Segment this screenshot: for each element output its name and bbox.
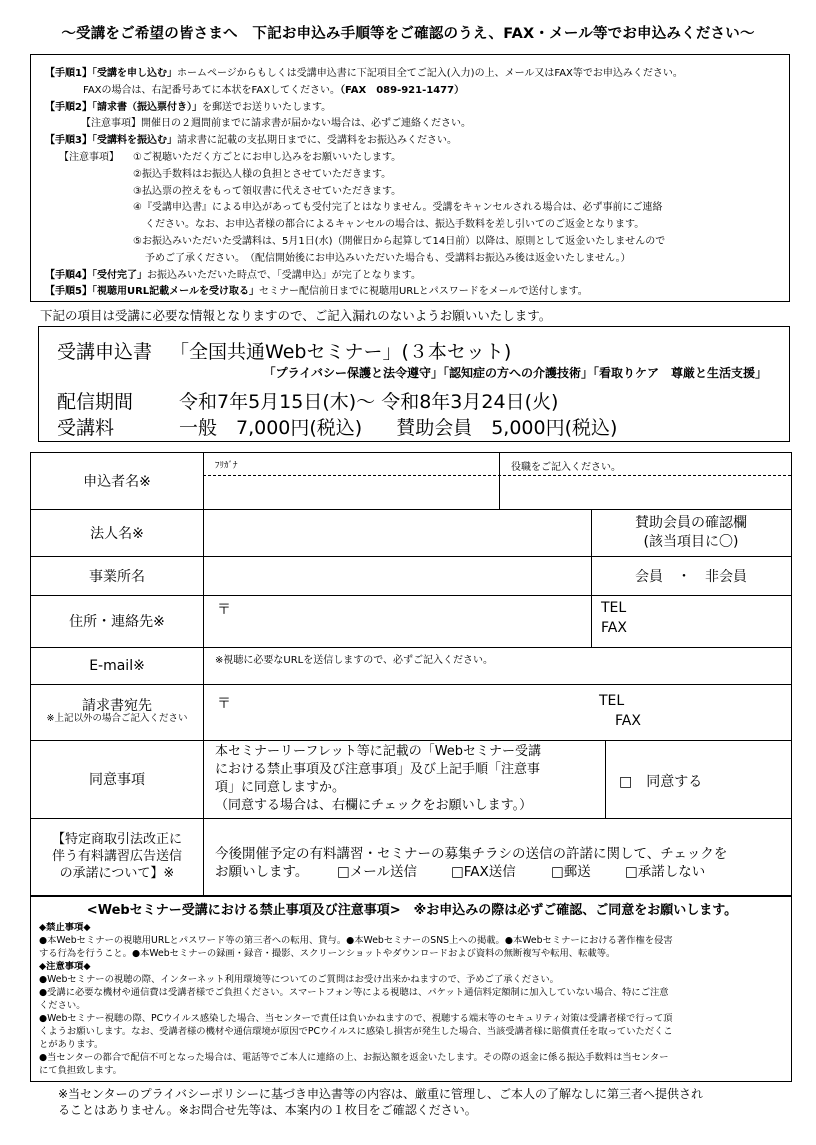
member-options[interactable]: 会員 ・ 非会員 <box>635 568 747 585</box>
email-hint: ※視聴に必要なURLを送信しますので、必ずご記入ください。 <box>215 655 494 666</box>
note-item: ①ご視聴いただく方ごとにお申し込みをお願いいたします。 <box>133 151 402 163</box>
ad-option-decline[interactable]: □承諾しない <box>625 864 706 880</box>
invoice-label: 請求書宛先 <box>82 698 152 714</box>
applicant-name-input[interactable] <box>205 477 497 508</box>
step2-text: を郵送でお送りいたします。 <box>201 101 332 113</box>
step4-title: 「受付完了」 <box>91 269 147 281</box>
application-steps <box>30 54 790 302</box>
invoice-fax-label: FAX <box>615 713 641 729</box>
fee-label: 受講料 <box>57 417 115 439</box>
step2-tag: 【手順2】 <box>45 101 92 113</box>
step2-title: 「請求書（振込票付き）」 <box>91 101 202 113</box>
prohibited-line: する行為を行うこと。●本Webセミナーの録画・録音・撮影、スクリーンショットやダウンロードおよび資料の無断複写や転用、転載等。 <box>39 948 616 959</box>
consent-line: 項」に同意しますか。 <box>215 780 346 795</box>
notes-line: ●Webセミナーの視聴の際、インターネット利用環境等についてのご質問はお受け出来かねますので、予めご了承ください。 <box>39 974 559 985</box>
ad-label-cell <box>31 818 203 895</box>
ad-label-line: 伴う有料講習広告送信 <box>51 849 182 864</box>
step5-text: セミナー配信前日までに視聴用URLとパスワードをメールで送付します。 <box>258 286 588 298</box>
position-hint: 役職をご記入ください。 <box>511 462 621 473</box>
step1-line2: FAXの場合は、右記番号あてに本状をFAXしてください。 <box>83 84 341 96</box>
step3-tag: 【手順3】 <box>45 135 92 147</box>
invoice-postal-mark: 〒 <box>217 696 231 712</box>
ad-option-post[interactable]: □郵送 <box>551 864 591 880</box>
step1-tag: 【手順1】 <box>45 68 92 79</box>
notes-line: にて負担致します。 <box>39 1065 122 1076</box>
prohibited-line: ●本Webセミナーの視聴用URLとパスワード等の第三者への転用、貸与。●本WebセミナーのSNS上への掲載。●本Webセミナーにおける著作権を侵害 <box>39 935 673 946</box>
consent-line: における禁止事項及び注意事項」及び上記手順「注意事 <box>215 762 541 777</box>
invoice-sub: ※上記以外の場合ご記入ください <box>46 713 188 724</box>
consent-line: 本セミナーリーフレット等に記載の「Webセミナー受講 <box>215 744 542 759</box>
ad-text-2: お願いします。 <box>215 864 309 880</box>
period-label: 配信期間 <box>57 391 134 413</box>
ad-option-email[interactable]: □メール送信 <box>337 864 417 880</box>
invoice-input[interactable] <box>205 686 789 739</box>
footer-line: ※当センターのプライバシーポリシーに基づき申込書等の内容は、厳重に管理し、ご本人の了解なしに第三者へ提供され <box>58 1087 703 1101</box>
notes-heading: ◆注意事項◆ <box>39 961 91 972</box>
prohibited-heading: ◆禁止事項◆ <box>39 922 91 933</box>
form-name: 受講申込書 <box>57 341 153 363</box>
notes-line: ●Webセミナー視聴の際、PCウイルス感染した場合、当センターで責任は負いかねますので、視聴する端末等のセキュリティ対策は受講者様で行って頂 <box>39 1013 673 1024</box>
note-item: ③払込票の控えをもって領収書に代えさせていただきます。 <box>133 185 402 197</box>
step1-title: 「受講を申し込む」 <box>91 68 177 79</box>
notes-line: ください。 <box>39 1000 86 1011</box>
notes-line: ●受講に必要な機材や通信費は受講者様でご負担ください。スマートフォン等による視聴は、パケット通信料定額制に加入していない場合、特にご注意 <box>39 987 669 998</box>
footer-line: ることはありません。※お問合せ先等は、本案内の１枚目をご確認ください。 <box>58 1103 477 1117</box>
notes-line: くようお願いします。なお、受講者様の機材や通信環境が原因でPCウイルスに感染し損害が発生した場合、当該受講者様に賠償責任を取っていただくこ <box>39 1026 673 1037</box>
notes-label: 【注意事項】 <box>59 151 119 163</box>
applicant-label: 申込者名※ <box>83 474 151 490</box>
address-label: 住所・連絡先※ <box>69 614 165 630</box>
furigana-label: ﾌﾘｶﾞﾅ <box>215 461 238 471</box>
rules-box <box>30 896 792 1082</box>
step5-title: 「視聴用URL記載メールを受け取る」 <box>91 286 259 298</box>
note-item: ください。なお、お申込者様の都合によるキャンセルの場合は、振込手数料を差し引いてのご返金となります。 <box>145 219 645 231</box>
seminar-title-box <box>38 326 790 442</box>
invoice-tel-label: TEL <box>599 693 625 709</box>
address-fax-label: FAX <box>601 620 627 636</box>
page-header: ～受講をご希望の皆さまへ 下記お申込み手順等をご確認のうえ、FAX・メール等でお申込みください～ <box>61 26 755 42</box>
seminar-name: 「全国共通Webセミナー」(３本セット) <box>170 341 512 363</box>
step3-title: 「受講料を振込む」 <box>91 135 177 147</box>
ad-option-fax[interactable]: □FAX送信 <box>451 864 516 880</box>
email-label: E-mail※ <box>89 657 145 674</box>
ad-label-line: の承諾について】※ <box>59 866 175 881</box>
address-tel-label: TEL <box>601 600 627 616</box>
ad-label-line: 【特定商取引法改正に <box>51 832 182 847</box>
fee-member: 賛助会員 5,000円(税込) <box>396 417 618 439</box>
consent-line: （同意する場合は、右欄にチェックをお願いします。） <box>215 798 533 813</box>
email-input[interactable] <box>205 665 789 683</box>
consent-label: 同意事項 <box>89 772 145 788</box>
ad-text: 今後開催予定の有料講習・セミナーの募集チラシの送信の許諾に関して、チェックを <box>215 846 728 862</box>
consent-text <box>215 743 541 815</box>
note-item: 予めご了承ください。 （配信開始後にお申込みいただいた場合も、受講料お振込み後は返金いたしません。） <box>145 252 631 264</box>
step3-text: 請求書に記載の支払期日までに、受講料をお振込みください。 <box>176 135 457 147</box>
step1-text: ホームページからもしくは受講申込書に下記項目全てご記入(入力)の上、メール又はFAX等でお申込みください。 <box>176 68 683 79</box>
step4-tag: 【手順4】 <box>45 269 92 281</box>
note-item: ②振込手数料はお振込人様の負担とさせていただきます。 <box>133 168 392 180</box>
step4-text: お振込みいただいた時点で、「受講申込」が完了となります。 <box>146 269 421 281</box>
application-form <box>30 452 792 896</box>
privacy-footer <box>58 1086 703 1118</box>
corp-label: 法人名※ <box>90 525 144 542</box>
notes-line: とがあります。 <box>39 1039 104 1050</box>
address-input[interactable] <box>205 597 589 646</box>
fax-number: （FAX 089-921-1477） <box>340 84 465 96</box>
office-input[interactable] <box>205 558 589 594</box>
seminar-topics: 「プライバシー保護と法令遵守」「認知症の方への介護技術」「看取りケア 尊厳と生活支援」 <box>263 366 767 380</box>
consent-checkbox[interactable]: □ 同意する <box>619 774 703 790</box>
note-item: ④『受講申込書』による申込があっても受付完了とはなりません。受講をキャンセルされる場合は、必ず事前にご連絡 <box>133 202 663 214</box>
required-note: 下記の項目は受講に必要な情報となりますので、ご記入漏れのないようお願いいたします。 <box>40 308 552 323</box>
step5-tag: 【手順5】 <box>45 286 92 298</box>
corp-input[interactable] <box>205 511 589 555</box>
office-label: 事業所名 <box>89 568 145 585</box>
member-check-sub: (該当項目に〇) <box>643 533 739 550</box>
rules-title: <Webセミナー受講における禁止事項及び注意事項> ※お申込みの際は必ずご確認、ご同意をお願いします。 <box>86 903 738 918</box>
period-value: 令和7年5月15日(木)～ 令和8年3月24日(火) <box>179 391 559 413</box>
notes-line: ●当センターの都合で配信不可となった場合は、電話等でご本人に連絡の上、お振込額を返金いたします。その際の返金に係る振込手数料は当センター <box>39 1052 669 1063</box>
step2-note: 【注意事項】開催日の２週間前までに請求書が届かない場合は、必ずご連絡ください。 <box>81 118 471 130</box>
position-input[interactable] <box>501 455 789 508</box>
member-check-label: 賛助会員の確認欄 <box>635 514 747 531</box>
note-item: ⑤お振込みいただいた受講料は、5月1日(水)（開催日から起算して14日前）以降は、原則として返金いたしませんので <box>133 235 666 247</box>
member-check-box <box>591 509 791 556</box>
fee-general: 一般 7,000円(税込) <box>179 417 363 439</box>
postal-mark: 〒 <box>217 602 231 618</box>
invoice-label-cell <box>31 684 203 740</box>
